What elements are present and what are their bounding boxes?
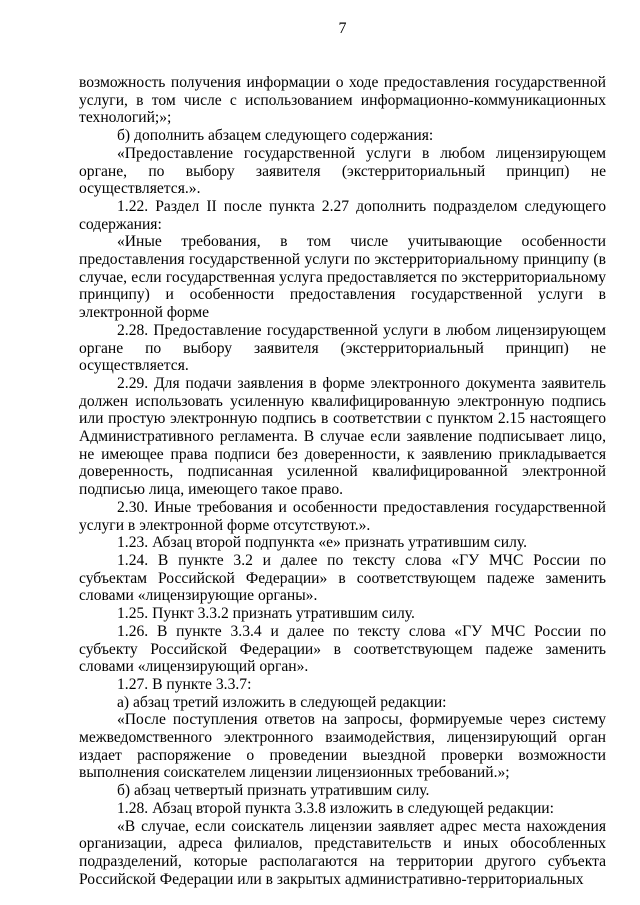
- paragraph: б) дополнить абзацем следующего содержания:: [117, 127, 434, 145]
- paragraph: 1.23. Абзац второй подпункта «е» признать утратившим силу.: [117, 534, 528, 552]
- paragraph: 2.30. Иные требования и особенности предоставления государственной услуги в электронной форме отсутствуют.».: [79, 498, 606, 534]
- paragraph: «После поступления ответов на запросы, формируемые через систему межведомственного электронного взаимодействия, лицензирующий орган издает распоряжение о проведении выездной проверки возможности выполнения соискателем лицензии лицензионных требований.»;: [79, 711, 606, 782]
- paragraph: «Иные требования, в том числе учитывающие особенности предоставления государственной услуги по экстерриториальному принципу (в случае, если государственная услуга предоставляется по экстерриториальному принципу) и особенности предоставления государственной услуги в электронной форме: [79, 233, 606, 322]
- paragraph: 1.24. В пункте 3.2 и далее по тексту слова «ГУ МЧС России по субъектам Российской Федерации» в соответствующем падеже заменить словами «лицензирующие органы».: [79, 551, 606, 605]
- document-body: [79, 74, 606, 888]
- paragraph: 1.25. Пункт 3.3.2 признать утратившим силу.: [117, 605, 415, 623]
- paragraph: возможность получения информации о ходе предоставления государственной услуги, в том числе с использованием информационно-коммуникационных технологий;»;: [79, 74, 606, 127]
- paragraph: а) абзац третий изложить в следующей редакции:: [117, 693, 447, 711]
- paragraph: б) абзац четвертый признать утратившим силу.: [117, 782, 430, 800]
- paragraph: 2.28. Предоставление государственной услуги в любом лицензирующем органе по выбору заявителя (экстерриториальный принцип) не осуществляется.: [79, 321, 606, 375]
- paragraph: «В случае, если соискатель лицензии заявляет адрес места нахождения организации, адреса филиалов, представительств и иных обособленных подразделений, которые располагаются на территории другого субъекта Российской Федерации или в закрытых административно-территориальных: [79, 817, 606, 888]
- paragraph: 1.28. Абзац второй пункта 3.3.8 изложить в следующей редакции:: [117, 799, 554, 817]
- paragraph: 1.27. В пункте 3.3.7:: [117, 675, 252, 693]
- paragraph: 1.22. Раздел II после пункта 2.27 дополнить подразделом следующего содержания:: [79, 197, 606, 233]
- page-number: 7: [338, 20, 347, 37]
- paragraph: 2.29. Для подачи заявления в форме электронного документа заявитель должен использовать усиленную квалифицированную электронную подпись или простую электронную подпись в соответствии с пунктом 2.15 настоящего Административного регламента. В случае если заявление подписывает лицо, не имеющее права подписи без доверенности, к заявлению прикладывается доверенность, подписанная усиленной квалифицированной электронной подписью лица, имеющего такое право.: [79, 374, 606, 499]
- paragraph: 1.26. В пункте 3.3.4 и далее по тексту слова «ГУ МЧС России по субъекту Российской Федерации» в соответствующем падеже заменить словами «лицензирующий орган».: [79, 622, 606, 676]
- paragraph: «Предоставление государственной услуги в любом лицензирующем органе, по выбору заявителя (экстерриториальный принцип) не осуществляется.».: [79, 144, 606, 198]
